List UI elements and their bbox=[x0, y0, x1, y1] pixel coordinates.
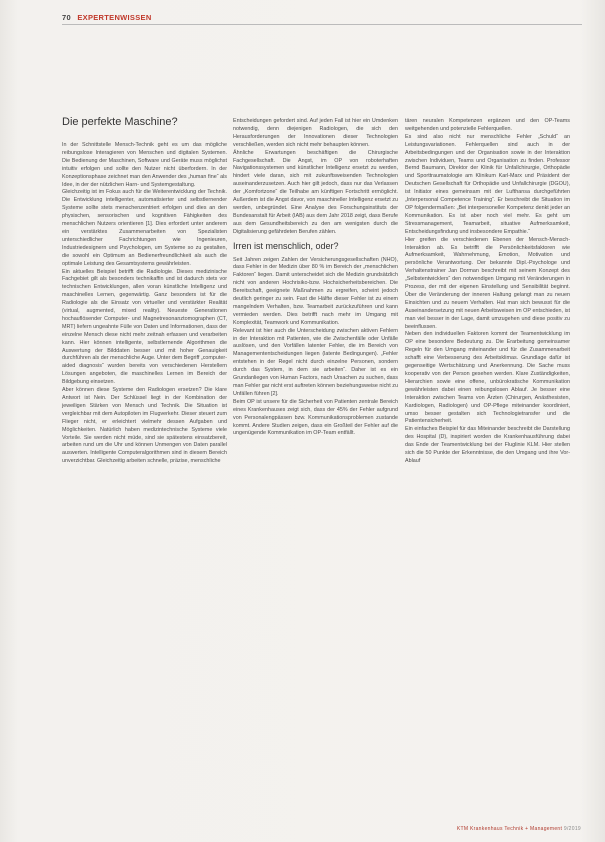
paragraph: Aber können diese Systeme den Radiologen ersetzen? Die klare Antwort ist Nein. Der Schlüssel liegt in der Kombination der jeweiligen Stärken von Mensch und Technik. Die Situation ist vergleichbar mit dem Autopiloten im Flugverkehr. Dieser steuert zum Flieger nicht, er erleichtert vielmehr dessen Aufgaben und Möglichkeiten. Natürlich haben medizintechnische Systeme viele Vorteile. Sie werden nicht müde, sind sie spätestens einsatzbereit, arbeiten rund um die Uhr und können Unmengen von Daten parallel auswerten. Intelligente Computeralgorithmen sind in diesem Bereich unverzichtbar. Gleichzeitig arbeiten schnelle, präzise, menschliche bbox=[62, 387, 227, 465]
paragraph: In der Schnittstelle Mensch-Technik geht es um das mögliche reibungslose Interagieren von Menschen und digitalen Systemen. Die Bedienung der Maschinen, Software und Geräte muss möglichst intuitiv erfolgen und sollte den Nutzer nicht überfordern. In der Konzeptionsphase zeichnet man den Anwender des „human fine“ als Idee, in der der nützlichen Harn- und Systemgestaltung. bbox=[62, 142, 227, 188]
paragraph: Beim OP ist unsere für die Sicherheit von Patienten zentrale Bereich eines Krankenhauses zeigt sich, dass der 45% der Fehler aufgrund von Personalengpässen bzw. Kommunikationsproblemen zustande kommt. Andere Studien zeigen, dass ein Großteil der Fehler auf die ungenügende Kommunikation im OP-Team entfällt. bbox=[233, 398, 398, 437]
paragraph: Relevant ist hier auch die Unterscheidung zwischen aktiven Fehlern in der Interaktion mit Patienten, wie die Zwischenfälle oder Unfälle auslösen, und den Vorfällen latenter Fehler, die im Bereich von Managemententscheidungen liegen (latente Bedingungen). „Fehler entstehen in der Regel nicht durch einzelne Personen, sondern durch das System, in dem sie arbeiten“. Daher ist es ein Grundanliegen von Human Factors, nach Ursachen zu suchen, dass man Fehler gar nicht erst auftreten können beziehungsweise nicht zu Unfällen führen [2]. bbox=[233, 327, 398, 397]
paragraph: Es sind also nicht nur menschliche Fehler „Schuld“ an Leistungsvariationen. Fehlerquellen sind auch in der Arbeitsbedingungen und der Organisation sowie in der Interaktion zwischen Individuen, Teams und Organisation zu finden. Professor Bernd Baumann, Direktor der Klinik für Unfallchirurgie, Orthopädie und Sporttraumatologie am Klinikum Karl-Marx und Präsident der Deutschen Gesellschaft für Orthopädie und Unfallchirurgie (DGOU), ist Initiator eines gemeinsam mit der Lufthansa durchgeführten „Interpersonal Competence Training“. Er beschreibt die Situation im OP folgendermaßen: „Bei interpersoneller Kompetenz denkt jeder an Kommunikation. Es ist aber noch viel mehr. Es geht um Stressmanagement, Teamarbeit, situative Aufmerksamkeit, Entscheidungsfindung und insbesondere Empathie.“ bbox=[405, 133, 570, 235]
paragraph: Ein einfaches Beispiel für das Miteinander beschreibt die Darstellung des Hospital (D), inspiriert worden die Krankenhausführung dabei das Ende der Teamentwicklung bei der Fluglinie KLM. Hier stellen sich die 50 Punkte der Erkenntnisse, die den Umgang und ihre Vor-Ablauf bbox=[405, 426, 570, 464]
paragraph: Ein aktuelles Beispiel betrifft die Radiologie. Dieses medizinische Fachgebiet gilt als besonders technikaffin und ist dadurch stets vor technischen Entwicklungen, allen voran künstliche Intelligenz und maschinelles Lernen, gegenwärtig. Ganz besonders ist für die Radiologie als die Einsatz von virtueller und verstärkter Realität (virtual, augmented, mixed reality). Neueste Generationen hochauflösender Computer- und Magnetresonanztomographen (CT, MRT) liefern ungeahnte Fülle von Daten und Informationen, dass der einzelne Mensch diese nicht mehr zeitnah erfassen und verarbeiten kann. Hier können intelligente, selbstlernende Algorithmen die Auswertung der Bilddaten besser und mit hoher Genauigkeit durchführen als der menschliche Auge. Unter dem Begriff „computer-aided diagnosis“ wurden bereits von verschiedenen Herstellern Lösungen angeboten, die maschinelles Lernen im Bereich der Bildgebung einsetzen. bbox=[62, 268, 227, 386]
page-number: 70 bbox=[62, 13, 71, 22]
paragraph: Gleichzeitig ist im Fokus auch für die Weiterentwicklung der Technik. Die Entwicklung intelligenter, automatisierter und selbstlernender Systeme sollte stets menschenzentriert erfolgen und dies an den physischen, sensorischen und kognitiven Fähigkeiten des menschlichen Nutzers orientieren [1]. Dies erfordert unter anderem ein verstärktes Zusammenarbeiten von Spezialisten unterschiedlicher Fachrichtungen wie Ingenieuren, Industriedesignern und Psychologen, um Systeme so zu gestalten, die sowohl ein Optimum an Bedienerfreundlichkeit als auch die optimale Leistung des Gesamtsystems gewährleisten. bbox=[62, 189, 227, 267]
page-footer bbox=[457, 826, 581, 832]
magazine-name: KTM Krankenhaus Technik + Management bbox=[456, 826, 563, 832]
paragraph: Seit Jahren zeigen Zahlen der Versicherungsgesellschaften (NHO), dass Fehler in der Medizin über 80 % im Bereich der „menschlichen Faktoren“ liegen. Damit unterscheidet sich die Medizin grundsätzlich nicht von anderen Hochrisiko-bzw. Hochsicherheitsbereichen. Die Bereitschaft, geeignete Maßnahmen zu ergreifen, scheint jedoch deutlich geringer zu sein. Fast die Hälfte dieser Fehler ist zu einem mangelndem Verhalten, bzw. Teamarbeit zurückzuführen und kann vermieden werden. Dies betrifft nach mehr im Umgang mit Komplexität, Teamwork und Kommunikation. bbox=[233, 256, 398, 326]
section-label: EXPERTENWISSEN bbox=[77, 13, 152, 22]
issue-number: 9/2019 bbox=[563, 826, 581, 832]
header-rule bbox=[62, 24, 582, 25]
page-header bbox=[62, 13, 152, 22]
column-1 bbox=[62, 142, 227, 466]
paragraph: Hier greifen die verschiedenen Ebenen der Mensch-Mensch-Interaktion ab. Es betrifft die Persönlichkeitsfaktoren wie Aufmerksamkeit, Wahrnehmung, Emotion, Motivation und persönliche Verantwortung. Der bekannte Dipl.-Psychologe und Verhaltenstrainer Jan Dorman beschreibt mit seinem Konzept des „Selbstentwicklers“ den notwendigen Umgang mit Veränderungen in Prozess, der mit der eigenen Einstellung und Sensibilität beginnt. Über die Veränderung der inneren Haltung gelangt man zu neuen Einsichten und zu neuem Verhalten. Hat man sich bewusst für die Auseinandersetzung mit neuen Arbeitsweisen im OP entschieden, ist man viel besser in der Lage, damit umzugehen und diese positiv zu beeinflussen. bbox=[405, 236, 570, 330]
subheading: Irren ist menschlich, oder? bbox=[233, 240, 339, 251]
column-3 bbox=[405, 118, 570, 466]
paragraph: tären neuralen Kompetenzen ergänzen und den OP-Teams weitgehenden und potenzielle Fehlerquellen. bbox=[405, 118, 570, 132]
paragraph: Neben den individuellen Faktoren kommt der Teamentwicklung im OP eine besondere Bedeutung zu. Die Erarbeitung gemeinsamer Regeln für den Umgang miteinander und für die Zusammenarbeit schafft eine Verbesserung des Arbeitsklimas. Grundlage dafür ist gegenseitige Wertschätzung und Anerkennung. Die Sache muss kooperativ von der Person gesehen werden. Klare Zuständigkeiten, Hierarchien sowie eine offene, unbürokratische Kommunikation gewährleisten dabei einen reibungslosen Ablauf. Je besser eine Interaktion zwischen Teams von Ärzten (Chirurgen, Anästhesisten, Kardiologen, Radiologen) und OP-Pflege miteinander koordiniert, umso besser gestalten sich Technologietransfer und die Patientensicherheit. bbox=[405, 331, 570, 425]
paragraph: Ähnliche Erwartungen beschäftigen die Chirurgische Fachgesellschaft. Die Angst, im OP von roboterhaften Navigationssystemen und künstlicher Intelligenz ersetzt zu werden, hindert viele daran, sich mit zukunftsweisenden Technologien auseinanderzusetzen. Auch hier gilt jedoch, dass nur das Verlassen der „Komfortzone“ die Teilhabe am künftigen Fortschritt ermöglicht. Außerdem ist die Angst davor, von maschineller Intelligenz ersetzt zu werden, unbegründet. Eine Analyse des Forschungsinstituts der Bundesanstalt für Arbeit (IAB) aus dem Jahr 2018 zeigt, dass Berufe aus dem Gesundheitsbereich zu den am wenigsten durch die Digitalisierung gefährdeten Berufen zählen. bbox=[233, 149, 398, 235]
column-2 bbox=[233, 118, 398, 438]
paragraph: Entscheidungen gefordert sind. Auf jeden Fall ist hier ein Umdenken notwendig, denn diejenigen Radiologen, die sich den Herausforderungen der Innovationen dieser Technologien verschließen, werden sich nicht mehr behaupten können. bbox=[233, 118, 398, 148]
article-title: Die perfekte Maschine? bbox=[62, 116, 178, 128]
